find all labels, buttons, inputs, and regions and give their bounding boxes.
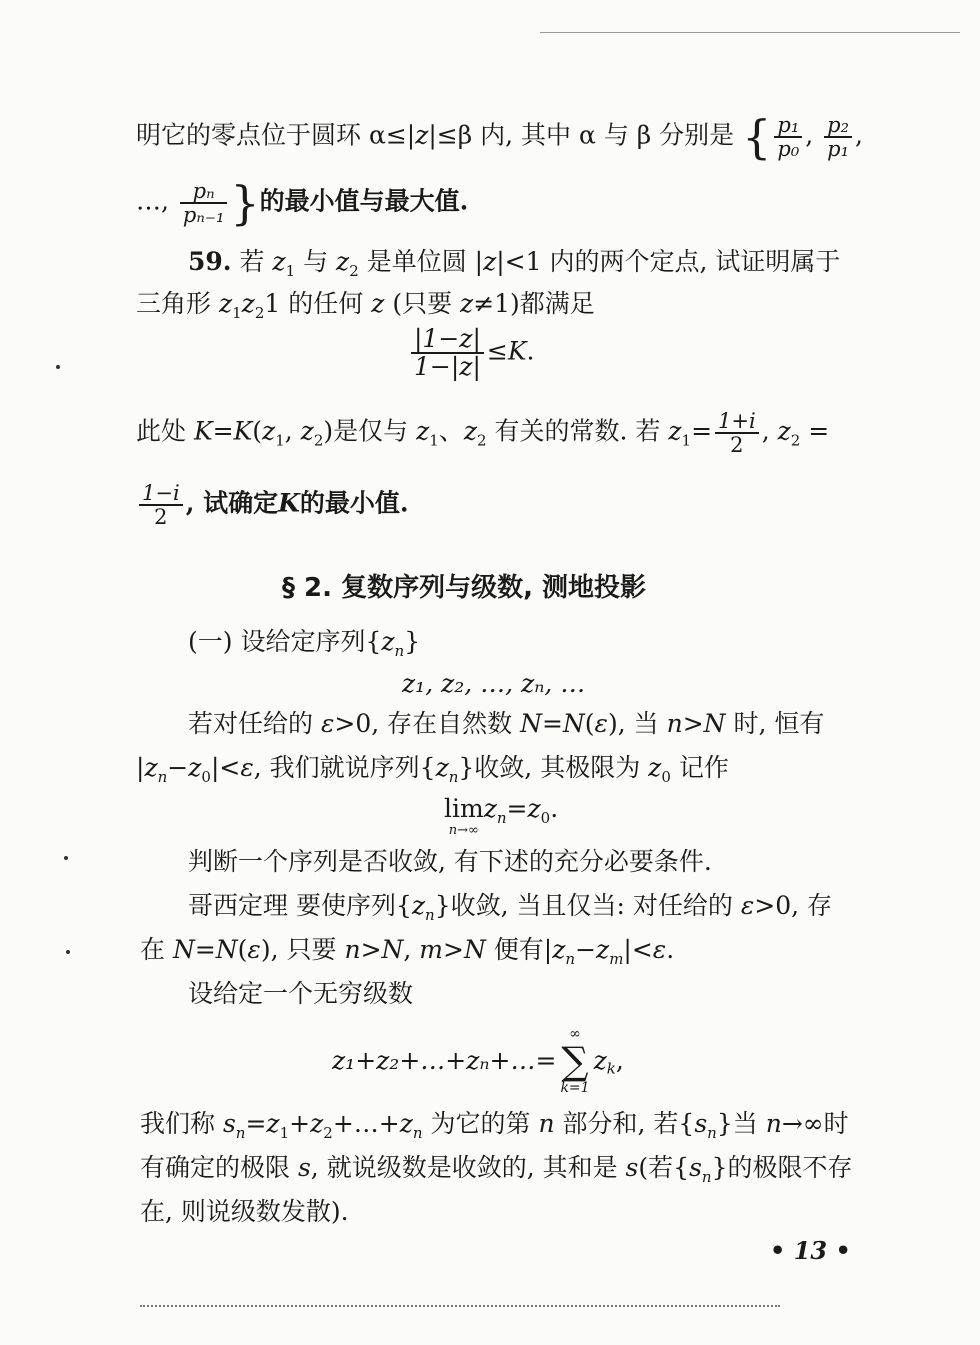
t: N [463, 935, 486, 964]
t: } [404, 627, 421, 656]
t: n [425, 906, 435, 924]
t: }当 [716, 1109, 766, 1138]
t: n [496, 809, 507, 827]
t: 0 [540, 809, 551, 827]
t: ), 只要 [260, 935, 345, 964]
t: 与 [295, 247, 337, 276]
t: )是仅与 [323, 416, 417, 446]
t: n [701, 1168, 712, 1186]
t: 的最小值与最大值. [259, 186, 469, 216]
t: , [805, 120, 822, 150]
t: 1 [285, 262, 296, 280]
t: s [222, 1109, 236, 1138]
t: 要使序列{ [288, 891, 412, 920]
problem-number: 59. [188, 247, 232, 276]
problem-59-line-1 [188, 246, 840, 287]
t: . [666, 935, 675, 964]
t: K [193, 416, 213, 446]
t: s [694, 1109, 708, 1138]
t: (若{ [638, 1153, 690, 1182]
t: ), 当 [607, 709, 667, 738]
t: 便有| [485, 935, 553, 964]
t: s [689, 1153, 702, 1182]
t: m [419, 935, 444, 964]
t: →∞时 [781, 1109, 849, 1138]
t: z [262, 416, 276, 446]
fraction-p2-p1 [824, 114, 852, 160]
t: n [235, 1124, 246, 1142]
t: n [157, 768, 168, 786]
denominator: 2 [154, 505, 168, 529]
t: ≠1)都满足 [473, 289, 595, 318]
problem-59-line-2 [136, 288, 595, 329]
numerator: 1−i [139, 482, 183, 506]
t: > [443, 935, 464, 964]
t: >0, 存在自然数 [334, 709, 521, 738]
t: 0 [661, 768, 671, 786]
text-line-11 [188, 708, 824, 740]
t: , 就说级数是收敛的, 其和是 [310, 1153, 626, 1182]
t: z [416, 416, 430, 446]
t: N [381, 935, 404, 964]
t: 2 [349, 262, 359, 280]
t: , 我们就说序列{ [253, 753, 436, 782]
t: 1 [279, 1124, 290, 1142]
t: . [550, 794, 559, 823]
t: 我们称 [140, 1109, 223, 1138]
t: z₁+z₂+…+zₙ+…= [332, 1046, 557, 1075]
scan-speck [56, 365, 60, 369]
t: N [520, 709, 542, 738]
t: 此处 [136, 416, 194, 446]
t: n [412, 1124, 423, 1142]
t: , [855, 120, 863, 150]
t: ∞ [569, 1026, 581, 1042]
text-line-2 [136, 176, 469, 230]
section-heading: § 2. 复数序列与级数, 测地投影 [282, 573, 647, 603]
t: }的极限不存 [711, 1153, 853, 1182]
fraction-pn-pn-1 [180, 180, 227, 226]
t: 明它的零点位于圆环 α≤| [136, 120, 416, 150]
t: >0, 存 [754, 891, 833, 920]
t: > [360, 935, 382, 964]
t: , [403, 935, 420, 964]
t: z [527, 794, 541, 823]
limit-operator [444, 794, 484, 838]
t: 2 [313, 431, 324, 450]
t: 1 [275, 431, 285, 450]
inequality-display [408, 326, 534, 380]
t: z [371, 289, 385, 318]
numerator: p₁ [774, 114, 802, 138]
t: z [218, 289, 233, 318]
t: ε [740, 891, 755, 920]
t: 2 [323, 1124, 333, 1142]
t: |< [623, 935, 653, 964]
t: n [666, 709, 683, 738]
t: 1 的任何 [264, 289, 372, 318]
scan-speck [66, 950, 70, 954]
t: = [245, 1109, 267, 1138]
t: + [289, 1109, 311, 1138]
t: n [765, 1109, 782, 1138]
t: 为它的第 [422, 1109, 539, 1138]
t: ( [252, 416, 263, 446]
t: ε [320, 709, 335, 738]
t: |<1 内的两个定点, 试证明属于 [496, 247, 841, 276]
text-line-20 [140, 1152, 852, 1193]
t: n [707, 1124, 717, 1142]
t: 2 [254, 304, 265, 322]
numerator: pₙ [180, 180, 227, 204]
text-line-1 [136, 110, 863, 164]
bottom-scan-rule [140, 1305, 780, 1307]
t: +…+ [332, 1109, 400, 1138]
t: z [593, 1046, 607, 1075]
text-line-7 [136, 482, 409, 528]
t: z [411, 891, 426, 920]
scan-speck [64, 856, 68, 860]
t: ε [240, 753, 254, 782]
t: 1 [429, 431, 439, 450]
text-line-17: 设给定一个无穷级数 [188, 979, 414, 1008]
t: . [526, 336, 535, 366]
fraction-ineq [411, 326, 484, 380]
top-edge-line [540, 32, 960, 33]
denominator: p₀ [777, 137, 800, 161]
t: 三角形 [136, 289, 219, 318]
t: z [188, 753, 202, 782]
t: 有关的常数. 若 [486, 416, 669, 446]
t: z [463, 416, 477, 446]
t: , [615, 1046, 624, 1075]
t: ε [652, 935, 667, 964]
t: n [448, 768, 459, 786]
t: z [483, 247, 497, 276]
t: z [415, 120, 429, 150]
fraction-1-minus-i [139, 482, 183, 528]
t: z [460, 289, 474, 318]
t: n [344, 935, 361, 964]
t: }收敛, 其极限为 [458, 753, 649, 782]
t: 若 [231, 247, 273, 276]
t: |< [210, 753, 241, 782]
fraction-1-plus-i [715, 410, 759, 456]
t: − [575, 935, 597, 964]
t: k=1 [560, 1080, 590, 1096]
text-line-9 [188, 626, 420, 667]
t: , [284, 416, 301, 446]
t: s [297, 1153, 311, 1182]
t: ( [237, 935, 248, 964]
t: }收敛, 当且仅当: 对任给的 [434, 891, 741, 920]
t: z [399, 1109, 413, 1138]
t: 的最小值. [299, 488, 409, 518]
t: K [278, 488, 300, 518]
right-brace: } [230, 176, 260, 230]
t: 1 [681, 431, 692, 450]
t: z [483, 794, 497, 823]
t: …, [136, 186, 177, 216]
t: z [144, 753, 158, 782]
t: z [310, 1109, 324, 1138]
t: ∑ [561, 1039, 589, 1083]
t: (一) 设给定序列{ [188, 627, 382, 656]
t: z [552, 935, 566, 964]
t: − [167, 753, 189, 782]
numerator: p₂ [824, 114, 852, 138]
t: z [300, 416, 314, 446]
text-line-16 [140, 934, 674, 975]
t: n→∞ [448, 823, 479, 838]
t: = [212, 416, 234, 446]
limit-display [444, 794, 558, 838]
t: |≤β 内, 其中 α 与 β 分别是 [428, 120, 743, 150]
t: z [381, 627, 395, 656]
t: z [435, 753, 449, 782]
sequence-display: z₁, z₂, …, zₙ, … [402, 669, 586, 698]
t: | [136, 753, 145, 782]
text-line-19 [140, 1108, 849, 1149]
t: 记作 [670, 753, 729, 782]
t: 在 [140, 935, 173, 964]
t: = [194, 935, 216, 964]
t: (只要 [384, 289, 461, 318]
t: = [506, 794, 528, 823]
text-line-21: 在, 则说级数发散). [140, 1197, 349, 1226]
t: z [648, 753, 662, 782]
theorem-name: 哥西定理 [188, 891, 289, 920]
t: z [668, 416, 682, 446]
t: 时, 恒有 [725, 709, 825, 738]
fraction-p1-p0 [774, 114, 802, 160]
t: K [233, 416, 253, 446]
t: N [215, 935, 238, 964]
t: = [691, 416, 713, 446]
t: m [609, 950, 624, 968]
series-display [332, 1026, 624, 1096]
t: 2 [477, 431, 487, 450]
t: 有确定的极限 [140, 1153, 298, 1182]
t: n [538, 1109, 555, 1138]
t: , 试确定 [185, 488, 279, 518]
numerator: |1−z| [411, 326, 484, 354]
t: 是单位圆 | [358, 247, 484, 276]
t: 2 [790, 431, 801, 450]
t: n [394, 642, 405, 660]
t: k [606, 1059, 616, 1078]
t: lim [444, 794, 484, 823]
t: > [682, 709, 704, 738]
text-line-15 [188, 890, 832, 931]
t: ε [594, 709, 608, 738]
t: z [241, 289, 255, 318]
t: z [336, 247, 350, 276]
text-line-12 [136, 752, 729, 793]
t: N [172, 935, 195, 964]
t: = [541, 709, 563, 738]
denominator: p₁ [827, 137, 850, 161]
text-line-14: 判断一个序列是否收敛, 有下述的充分必要条件. [188, 847, 712, 876]
denominator: 1−|z| [414, 352, 481, 381]
t: 1 [232, 304, 242, 322]
t: K [507, 336, 527, 366]
t: z [596, 935, 610, 964]
t: z [272, 247, 286, 276]
t: 、 [438, 416, 464, 446]
t: 若对任给的 [188, 709, 321, 738]
denominator: pₙ₋₁ [182, 203, 225, 227]
t: ( [584, 709, 595, 738]
t: ≤ [486, 336, 508, 366]
t: z [266, 1109, 280, 1138]
t: ε [247, 935, 261, 964]
t: N [703, 709, 726, 738]
page-number: • 13 • [770, 1236, 851, 1265]
t: 0 [201, 768, 211, 786]
t: N [562, 709, 585, 738]
numerator: 1+i [715, 410, 759, 434]
summation-operator [560, 1026, 589, 1096]
t: 部分和, 若{ [554, 1109, 695, 1138]
t: n [565, 950, 576, 968]
t: s [625, 1153, 639, 1182]
text-line-6 [136, 410, 829, 457]
t: z [777, 416, 791, 446]
left-brace: { [742, 110, 772, 164]
t: = [800, 416, 830, 446]
t: , [761, 416, 778, 446]
denominator: 2 [730, 433, 744, 457]
